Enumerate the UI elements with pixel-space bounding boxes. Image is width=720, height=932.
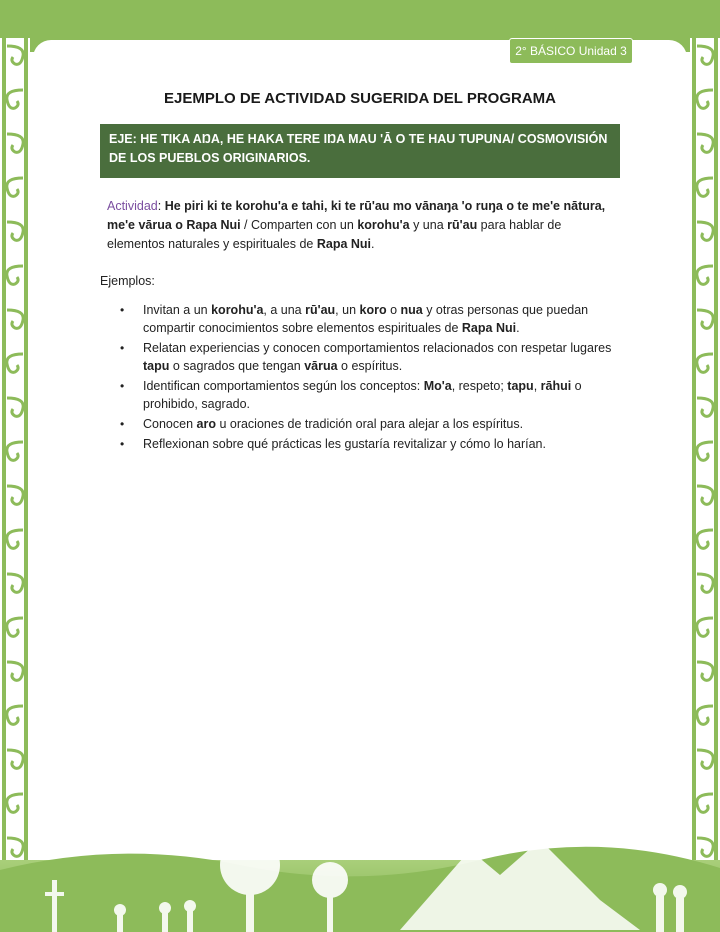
activity-term: korohu'a [357, 218, 410, 232]
activity-text: y una [409, 218, 448, 232]
activity-rapanui-title: He piri ki te korohu'a e tahi, ki te rū'au mo vānaŋa 'o ruŋa o te me'e nātura, me'e vārua o Rapa Nui [107, 199, 606, 232]
item-term: vārua [304, 359, 338, 373]
item-term: aro [196, 417, 216, 431]
item-text: Conocen [143, 417, 197, 431]
bullet: • [120, 437, 125, 451]
list-item [120, 339, 620, 375]
activity-text: Comparten con un [251, 218, 358, 232]
page-title: EJEMPLO DE ACTIVIDAD SUGERIDA DEL PROGRAMA [164, 90, 556, 107]
bullet: • [120, 417, 125, 431]
list-item [120, 435, 620, 453]
item-term: korohu'a [211, 303, 264, 317]
grade-unit-badge: 2° BÁSICO Unidad 3 [509, 38, 633, 64]
axis-text: EJE: HE TIKA AŊA, HE HAKA TERE IŊA MAU 'Ā O TE HAU TUPUNA/ COSMOVISIÓN DE LOS PUEBLOS ORIGINARIOS. [109, 132, 608, 165]
item-text: o espíritus. [337, 359, 403, 373]
item-text: Identifican comportamientos según los conceptos: [143, 379, 424, 393]
item-text: Invitan a un [143, 303, 212, 317]
right-decorative-border [690, 38, 720, 868]
item-text: o prohibido, sagrado. [143, 379, 582, 411]
item-text: . [516, 321, 520, 335]
item-text: , un [335, 303, 360, 317]
bullet: • [120, 341, 125, 355]
activity-separator: / [240, 218, 251, 232]
item-term: nua [400, 303, 423, 317]
axis-banner [100, 124, 620, 178]
item-term: rāhui [540, 379, 572, 393]
item-term: Mo'a [423, 379, 452, 393]
examples-heading: Ejemplos: [100, 274, 155, 288]
item-text: Relatan experiencias y conocen comportamientos relacionados con respetar lugares [143, 341, 612, 355]
activity-label: Actividad [107, 199, 158, 213]
list-item [120, 301, 620, 337]
landscape-silhouette [0, 820, 720, 932]
bullet: • [120, 303, 125, 317]
item-text: o sagrados que tengan [169, 359, 305, 373]
item-text: , [533, 379, 541, 393]
right-border-pattern [690, 38, 720, 868]
activity-paragraph: Actividad: He piri ki te korohu'a e tahi, ki te rū'au mo vānaŋa 'o ruŋa o te me'e nātura, me'e vārua o Rapa Nui / Comparten con un korohu'a y una rū'au para hablar de elementos naturales y espirituales de Rapa Nui. [107, 199, 606, 251]
item-text: o [386, 303, 401, 317]
activity-text: . [371, 237, 375, 251]
activity-term: Rapa Nui [316, 237, 372, 251]
activity-term: rū'au [447, 218, 478, 232]
activity-text: para hablar de elementos naturales y espirituales de [107, 218, 562, 251]
bullet: • [120, 379, 125, 393]
item-term: Rapa Nui [461, 321, 517, 335]
bottom-landscape-illustration [0, 820, 720, 932]
list-item [120, 377, 620, 413]
left-border-pattern [0, 38, 30, 868]
item-term: tapu [143, 359, 170, 373]
item-text: , a una [263, 303, 306, 317]
item-text: , respeto; [451, 379, 508, 393]
item-text: y otras personas que puedan compartir conocimientos sobre elementos espirituales de [143, 303, 589, 335]
item-term: rū'au [305, 303, 336, 317]
item-text: u oraciones de tradición oral para alejar a los espíritus. [215, 417, 524, 431]
examples-list [120, 301, 620, 455]
left-decorative-border [0, 38, 30, 868]
list-item [120, 415, 620, 433]
item-text: Reflexionan sobre qué prácticas les gustaría revitalizar y cómo lo harían. [143, 437, 546, 451]
item-term: tapu [507, 379, 534, 393]
item-term: koro [359, 303, 387, 317]
